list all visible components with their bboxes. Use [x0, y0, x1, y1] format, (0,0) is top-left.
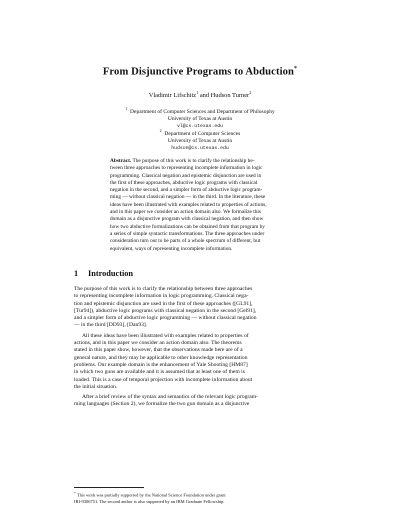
body-line: The purpose of this work is to clarify the relationship between three approaches	[74, 286, 253, 292]
affiliation-line	[60, 105, 340, 116]
affiliation-2	[60, 127, 340, 152]
body-line: and a simpler form of abductive logic programming — without classical negation	[74, 315, 257, 322]
abstract-line: ideas have been illustrated with examples related to properties of actions,	[110, 201, 267, 208]
body-line: [Tur94]), abductive logic programs with classical negation in the second [Gel91],	[74, 307, 257, 314]
abstract-label: Abstract.	[110, 158, 132, 164]
title-text: From Disjunctive Programs to Abduction	[102, 66, 295, 78]
abstract-line: the first of these approaches, abductive logic programs with classical	[110, 179, 258, 186]
body-line	[74, 333, 328, 340]
body-line: stated in this paper show, however, that the observations made here are of a	[74, 347, 243, 354]
author-mark: 2	[249, 90, 252, 95]
abstract-line: a series of simple syntactic transformations. The three approaches under	[110, 230, 265, 237]
section-heading	[74, 269, 133, 278]
affiliation-line: University of Texas at Austin	[167, 138, 233, 145]
paper-title	[60, 66, 340, 78]
body-line: actions, and in this paper we consider an action domain also. The theorems	[74, 340, 242, 347]
footnote	[74, 490, 328, 505]
abstract-line: ming — without classical negation — in the third. In the literature, these	[110, 194, 266, 201]
author-mark: 1	[196, 90, 199, 95]
body-text-span: After a brief review of the syntax and semantics of the relevant logic program-	[82, 394, 258, 401]
author-name: Vladimir Lifschitz	[148, 92, 197, 100]
author-conjunction: and	[199, 92, 210, 100]
body-line: — in the third [DD93], [Dan93].	[74, 322, 148, 329]
footnote-text: This work was partially supported by the National Science Foundation under grant	[76, 492, 226, 498]
body-line: in which two guns are available and it is assumed that at least one of them is	[74, 369, 245, 376]
body-line: the initial situation.	[74, 383, 118, 390]
footnote-line	[74, 490, 328, 499]
body-line: to representing incomplete information in logic programming. Classical nega-	[74, 293, 249, 300]
title-footnote-mark: *	[294, 66, 298, 72]
affiliation-line: University of Texas at Austin	[167, 116, 233, 123]
body-line: ming languages (Section 2), we formalize the two gun domain as a disjunctive	[74, 401, 250, 408]
author-line	[60, 90, 340, 99]
body-line: tion and epistemic disjunction are used in the first of these approaches ([GL91],	[74, 300, 253, 307]
abstract-line: negation in the second, and a simpler form of abductive logic program-	[110, 187, 263, 194]
section-number: 1	[74, 269, 79, 278]
affiliation-mark: 1	[125, 106, 128, 111]
body-line: loaded. This is a case of temporal projection with incomplete information about	[74, 376, 253, 383]
section-title: Introduction	[88, 269, 134, 278]
footnote-line: IRI-9306751. The second author is also supported by an IBM Graduate Fellowship.	[74, 498, 225, 504]
affiliation-email: vl@cs.utexas.edu	[176, 124, 224, 130]
affiliation-email: hudson@cs.utexas.edu	[171, 146, 229, 152]
abstract-text: The purpose of this work is to clarify the relationship be-	[132, 158, 255, 164]
body-text	[74, 286, 328, 409]
abstract-line: domain as a disjunctive program with classical negation, and then show	[110, 216, 264, 223]
abstract-line: how two abductive formalizations can be obtained from that program by	[110, 223, 265, 230]
affiliation-text: Department of Computer Sciences	[164, 130, 241, 137]
affiliation-line	[60, 127, 340, 138]
abstract-line: tween three approaches to representing incomplete information in logic	[110, 165, 263, 172]
author-name: Hudson Turner	[210, 92, 250, 100]
affiliation-mark: 2	[159, 128, 162, 133]
abstract-line: and in this paper we consider an action domain also. We formalize this	[110, 209, 261, 216]
body-line: problems. Our example domain is the enhancement of Yale Shooting [HM87]	[74, 361, 248, 368]
affiliation-text: Department of Computer Sciences and Department of Philosophy	[130, 108, 275, 115]
body-line: general nature, and they may be applicable to other knowledge representation	[74, 354, 248, 361]
abstract-line: programming. Classical negation and epistemic disjunction are used in	[110, 172, 262, 179]
abstract-line: equivalent, ways of representing incomplete information.	[110, 245, 233, 252]
body-text-span: All these ideas have been illustrated with examples related to properties of	[82, 332, 249, 339]
abstract-line: consideration turn out to be parts of a whole spectrum of different, but	[110, 238, 261, 245]
footnote-rule	[74, 487, 144, 488]
footnote-mark: *	[74, 491, 76, 495]
abstract	[110, 158, 292, 253]
